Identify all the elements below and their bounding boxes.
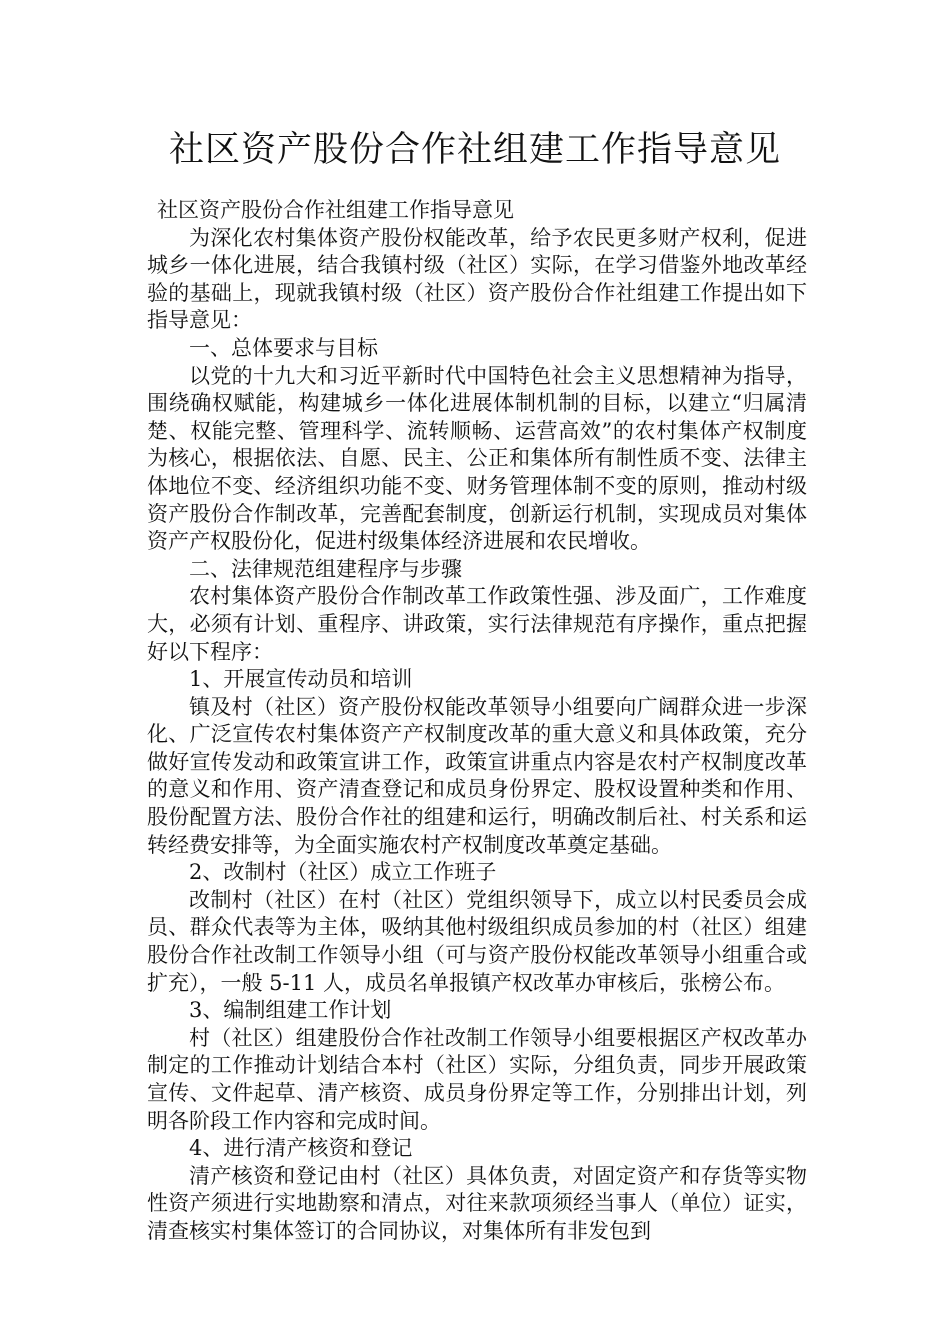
paragraph-intro: 为深化农村集体资产股份权能改革，给予农民更多财产权利，促进城乡一体化进展，结合我镇村级（社区）实际，在学习借鉴外地改革经验的基础上，现就我镇村级（社区）资产股份合作社组建工作提出如下指导意见：	[147, 225, 807, 333]
paragraph-step-4: 清产核资和登记由村（社区）具体负责，对固定资产和存货等实物性资产须进行实地勘察和清点，对往来款项须经当事人（单位）证实，清查核实村集体签订的合同协议，对集体所有非发包到	[147, 1163, 807, 1243]
section-heading-2: 二、法律规范组建程序与步骤	[189, 556, 462, 581]
step-heading-4: 4、进行清产核资和登记	[189, 1136, 413, 1161]
paragraph-goals: 以党的十九大和习近平新时代中国特色社会主义思想精神为指导，围绕确权赋能，构建城乡一体化进展体制机制的目标，以建立“归属清楚、权能完整、管理科学、流转顺畅、运营高效”的农村集体产权制度为核心，根据依法、自愿、民主、公正和集体所有制性质不变、法律主体地位不变、经济组织功能不变、财务管理体制不变的原则，推动村级资产股份合作制改革，完善配套制度，创新运行机制，实现成员对集体资产产权股份化，促进村级集体经济进展和农民增收。	[147, 363, 807, 554]
step-heading-1: 1、开展宣传动员和培训	[189, 667, 413, 692]
document-subtitle: 社区资产股份合作社组建工作指导意见	[157, 198, 514, 222]
paragraph-step-2: 改制村（社区）在村（社区）党组织领导下，成立以村民委员会成员、群众代表等为主体，吸纳其他村级组织成员参加的村（社区）组建股份合作社改制工作领导小组（可与资产股份权能改革领导小组重合或扩充），一般 5-11 人，成员名单报镇产权改革办审核后，张榜公布。	[147, 887, 807, 995]
document-body	[147, 197, 807, 1246]
step-heading-2: 2、改制村（社区）成立工作班子	[189, 860, 497, 885]
paragraph-step-3: 村（社区）组建股份合作社改制工作领导小组要根据区产权改革办制定的工作推动计划结合本村（社区）实际，分组负责，同步开展政策宣传、文件起草、清产核资、成员身份界定等工作，分别排出计划，列明各阶段工作内容和完成时间。	[147, 1025, 807, 1133]
paragraph-step-1: 镇及村（社区）资产股份权能改革领导小组要向广阔群众进一步深化、广泛宣传农村集体资产产权制度改革的重大意义和具体政策，充分做好宣传发动和政策宣讲工作，政策宣讲重点内容是农村产权制度改革的意义和作用、资产清查登记和成员身份界定、股权设置种类和作用、股份配置方法、股份合作社的组建和运行，明确改制后社、村关系和运转经费安排等，为全面实施农村产权制度改革奠定基础。	[147, 694, 807, 857]
paragraph-procedure: 农村集体资产股份合作制改革工作政策性强、涉及面广，工作难度大，必须有计划、重程序、讲政策，实行法律规范有序操作，重点把握好以下程序：	[147, 584, 807, 664]
step-heading-3: 3、编制组建工作计划	[189, 998, 392, 1023]
document-title: 社区资产股份合作社组建工作指导意见	[168, 130, 781, 170]
section-heading-1: 一、总体要求与目标	[189, 335, 378, 360]
